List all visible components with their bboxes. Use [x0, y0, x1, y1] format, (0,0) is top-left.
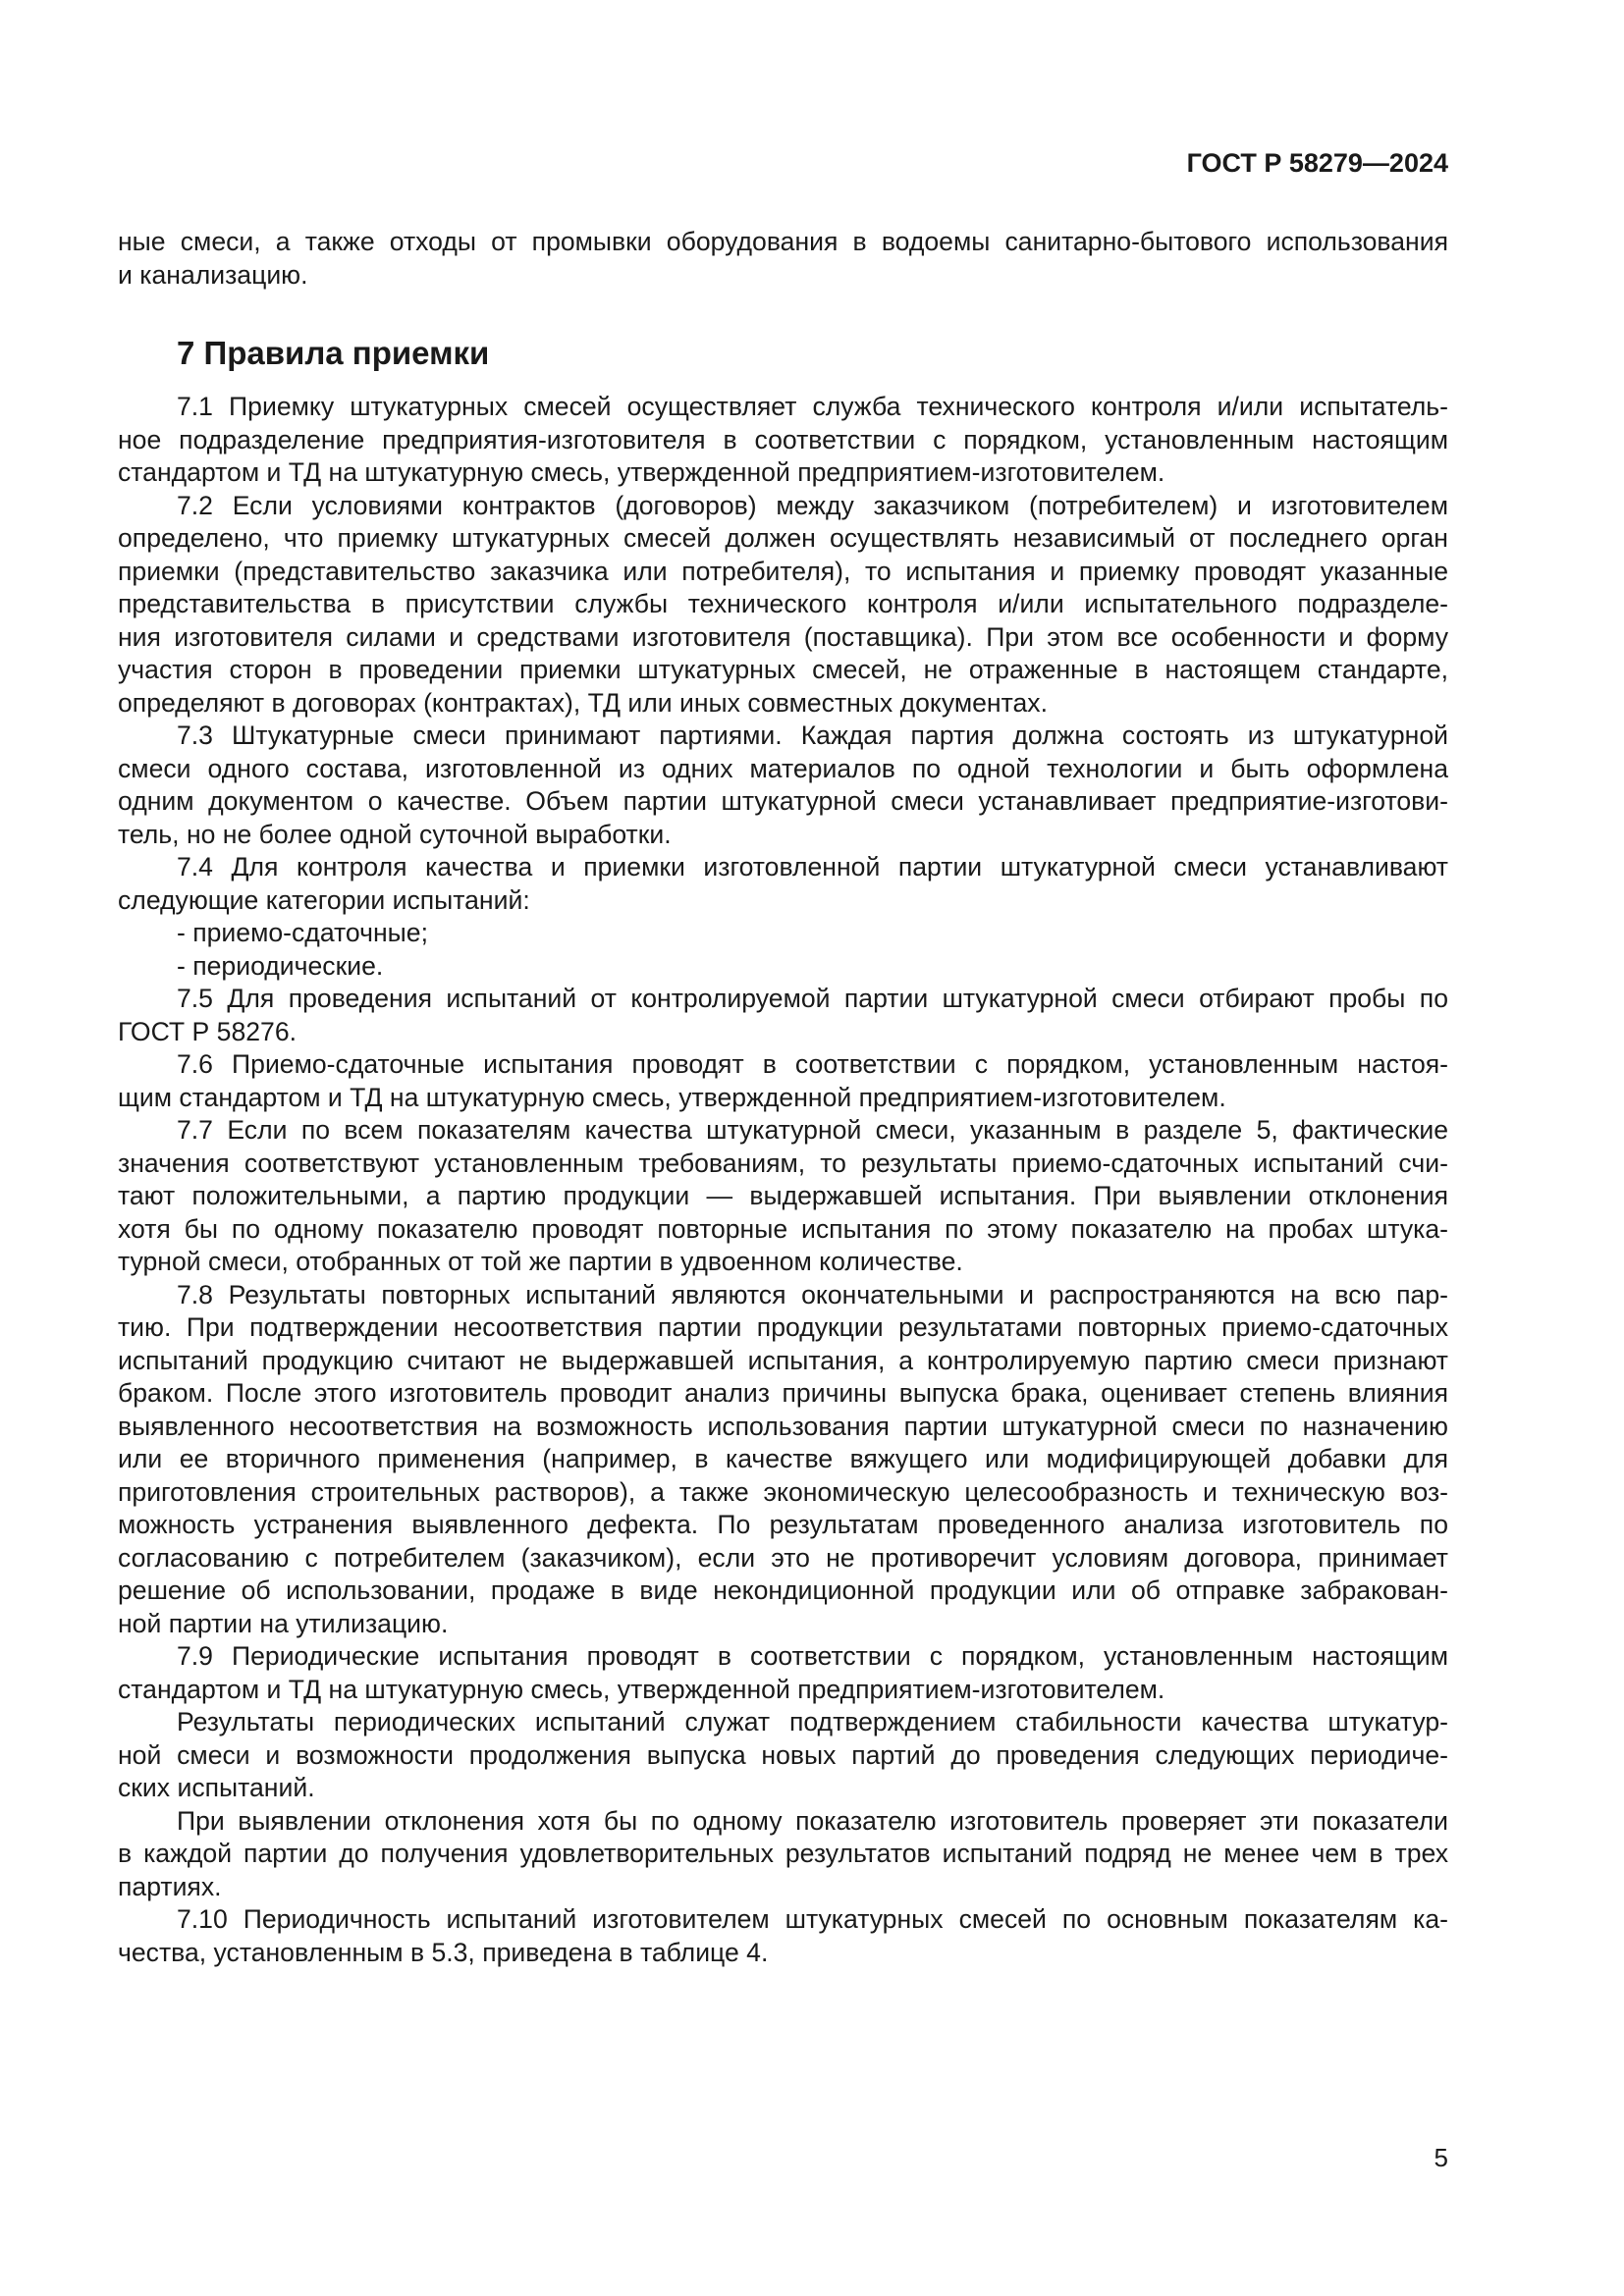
text-line: щим стандартом и ТД на штукатурную смесь, утвержденной предприятием-изготовителем.: [118, 1082, 1226, 1112]
paragraph: [118, 1903, 1448, 1969]
text-line: тель, но не более одной суточной выработки.: [118, 819, 672, 849]
text-line: стандартом и ТД на штукатурную смесь, утвержденной предприятием-изготовителем.: [118, 457, 1165, 487]
text-line: Результаты периодических испытаний служат подтверждением стабильности качества штукатур-: [177, 1707, 1448, 1736]
paragraph: [118, 950, 1448, 984]
text-line: тию. При подтверждении несоответствия партии продукции результатами повторных приемо-сдаточных: [118, 1312, 1448, 1342]
paragraph: [118, 1048, 1448, 1114]
text-line: турной смеси, отобранных от той же партии в удвоенном количестве.: [118, 1247, 963, 1276]
text-line: согласованию с потребителем (заказчиком), если это не противоречит условиям договора, принимает: [118, 1542, 1448, 1573]
text-line: 7.2 Если условиями контрактов (договоров) между заказчиком (потребителем) и изготовителем: [177, 490, 1448, 520]
text-line: ГОСТ Р 58276.: [118, 1016, 298, 1046]
paragraph: [118, 1805, 1448, 1904]
text-line: стандартом и ТД на штукатурную смесь, утвержденной предприятием-изготовителем.: [118, 1674, 1165, 1704]
text-line: значения соответствуют установленным требованиям, то результаты приемо-сдаточных испытаний счи-: [118, 1148, 1448, 1178]
intro-paragraph: [118, 226, 1448, 292]
text-line: тают положительными, а партию продукции — выдержавшей испытания. При выявлении отклонения: [118, 1181, 1448, 1210]
text-line: ной партии на утилизацию.: [118, 1608, 449, 1638]
text-line: в каждой партии до получения удовлетворительных результатов испытаний подряд не менее чем в трех: [118, 1839, 1448, 1868]
text-line: чества, установленным в 5.3, приведена в таблице 4.: [118, 1937, 769, 1967]
text-line: 7.8 Результаты повторных испытаний являются окончательными и распространяются на всю пар-: [177, 1279, 1448, 1309]
text-line: приготовления строительных растворов), а также экономическую целесообразность и техническую воз-: [118, 1476, 1448, 1507]
text-line: приемки (представительство заказчика или потребителя), то испытания и приемку проводят указанные: [118, 556, 1448, 586]
paragraph: [118, 983, 1448, 1048]
text-line: испытаний продукцию считают не выдержавшей испытания, а контролируемую партию смеси признают: [118, 1345, 1448, 1375]
paragraph: [118, 391, 1448, 490]
text-line: 7.7 Если по всем показателям качества штукатурной смеси, указанным в разделе 5, фактические: [177, 1115, 1448, 1145]
text-line: партиях.: [118, 1871, 222, 1901]
paragraph: [118, 1279, 1448, 1641]
text-line: 7.3 Штукатурные смеси принимают партиями. Каждая партия должна состоять из штукатурной: [177, 721, 1448, 750]
text-line: 7.10 Периодичность испытаний изготовителем штукатурных смесей по основным показателям ка-: [177, 1904, 1448, 1934]
text-line: выявленного несоответствия на возможность использования партии штукатурной смеси по назначению: [118, 1411, 1448, 1441]
text-line: смеси одного состава, изготовленной из одних материалов по одной технологии и быть оформлена: [118, 753, 1448, 783]
text-line: ских испытаний.: [118, 1773, 315, 1802]
paragraph: [118, 917, 1448, 950]
text-line: можность устранения выявленного дефекта. По результатам проведенного анализа изготовитель по: [118, 1510, 1448, 1539]
text-line: определено, что приемку штукатурных смесей должен осуществлять независимый от последнего орган: [118, 523, 1448, 553]
text-line: ное подразделение предприятия-изготовителя в соответствии с порядком, установленным настоящим: [118, 424, 1448, 454]
paragraph: [118, 720, 1448, 851]
text-line: При выявлении отклонения хотя бы по одному показателю изготовитель проверяет эти показатели: [177, 1805, 1448, 1836]
text-line: и канализацию.: [118, 259, 308, 290]
text-line: 7.1 Приемку штукатурных смесей осуществляет служба технического контроля и/или испытатель-: [177, 392, 1448, 421]
section-title: 7 Правила приемки: [177, 335, 490, 371]
document-code: ГОСТ Р 58279—2024: [1186, 148, 1448, 178]
text-line: 7.9 Периодические испытания проводят в соответствии с порядком, установленным настоящим: [177, 1641, 1448, 1671]
text-line: одним документом о качестве. Объем партии штукатурной смеси устанавливает предприятие-изготови-: [118, 786, 1448, 816]
text-line: участия сторон в проведении приемки штукатурных смесей, не отраженные в настоящем стандарте,: [118, 655, 1448, 684]
text-line: ные смеси, а также отходы от промывки оборудования в водоемы санитарно-бытового использования: [118, 227, 1448, 256]
text-line: 7.5 Для проведения испытаний от контролируемой партии штукатурной смеси отбирают пробы по: [177, 984, 1448, 1013]
text-line: 7.6 Приемо-сдаточные испытания проводят в соответствии с порядком, установленным настоя-: [177, 1049, 1448, 1079]
text-line: - периодические.: [177, 950, 384, 981]
text-line: ной смеси и возможности продолжения выпуска новых партий до проведения следующих периодиче-: [118, 1739, 1448, 1770]
text-line: или ее вторичного применения (например, в качестве вяжущего или модифицирующей добавки для: [118, 1444, 1448, 1473]
text-line: 7.4 Для контроля качества и приемки изготовленной партии штукатурной смеси устанавливают: [177, 852, 1448, 881]
section-body: [118, 391, 1448, 1969]
paragraph: [118, 851, 1448, 917]
text-line: решение об использовании, продаже в виде некондиционной продукции или об отправке забракован-: [118, 1575, 1448, 1605]
paragraph: [118, 490, 1448, 721]
text-line: следующие категории испытаний:: [118, 884, 530, 915]
text-line: браком. После этого изготовитель проводит анализ причины выпуска брака, оценивает степень влияния: [118, 1378, 1448, 1408]
paragraph: [118, 1640, 1448, 1706]
paragraph: [118, 1706, 1448, 1805]
text-line: представительства в присутствии службы технического контроля и/или испытательного подразделе-: [118, 589, 1448, 618]
text-line: определяют в договорах (контрактах), ТД или иных совместных документах.: [118, 687, 1048, 718]
text-line: хотя бы по одному показателю проводят повторные испытания по этому показателю на пробах штука-: [118, 1213, 1448, 1244]
page-number: 5: [1434, 2143, 1448, 2172]
text-line: - приемо-сдаточные;: [177, 918, 428, 947]
text-line: ния изготовителя силами и средствами изготовителя (поставщика). При этом все особенности и форму: [118, 621, 1448, 652]
paragraph: [118, 1114, 1448, 1279]
